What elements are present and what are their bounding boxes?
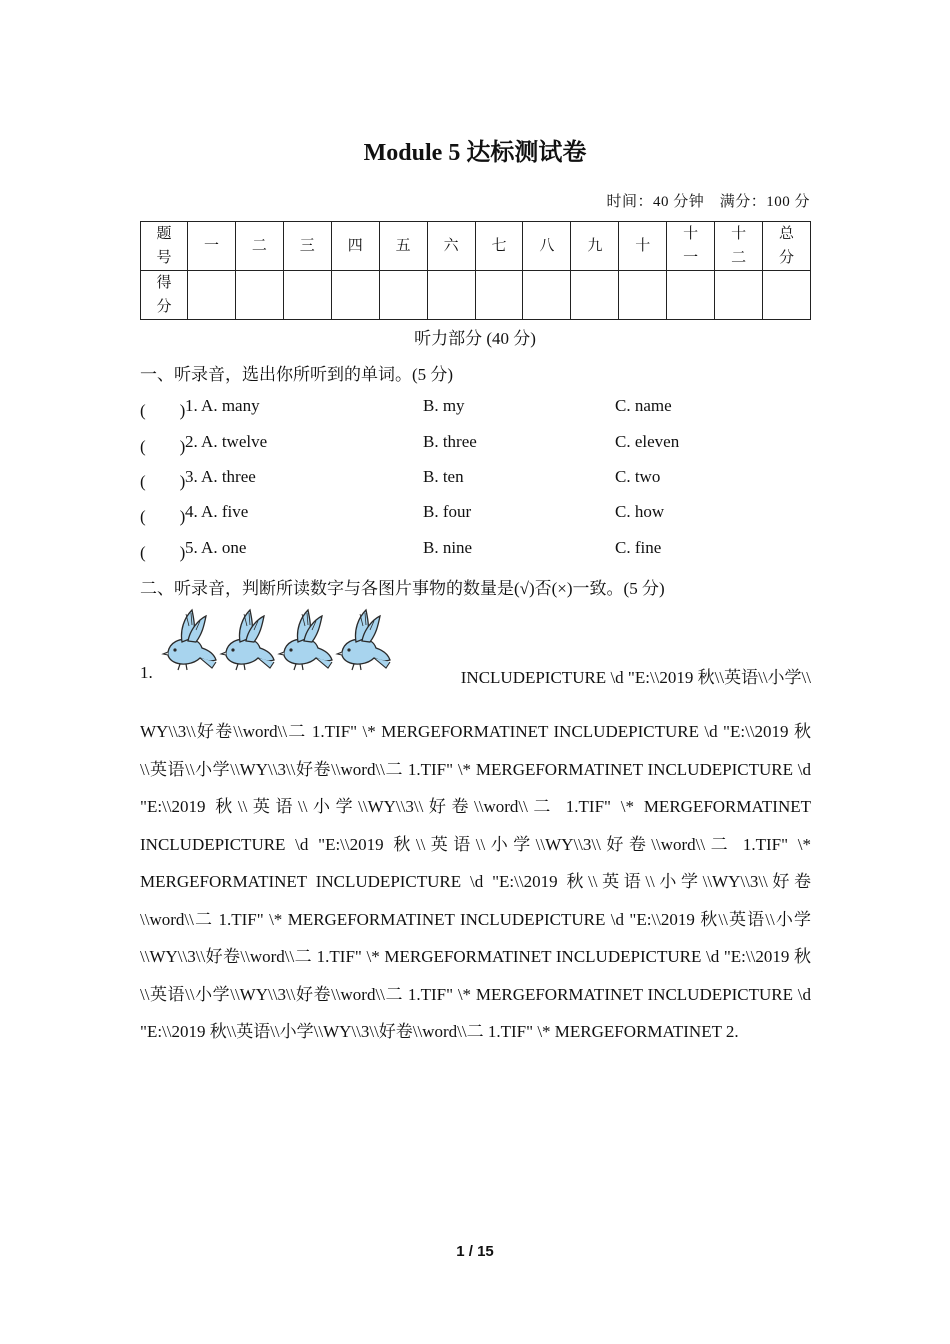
page-title: Module 5 达标测试卷 (363, 140, 587, 166)
score-table-header-row (141, 222, 811, 271)
option-b: B. three (423, 432, 477, 451)
time-info: 时间：40 分钟 满分：100 分 (606, 194, 810, 210)
score-blank-cell[interactable] (283, 271, 331, 320)
score-header-cell: 总 分 (763, 222, 811, 271)
score-blank-cell[interactable] (188, 271, 236, 320)
score-table (140, 221, 811, 320)
score-header-cell: 二 (235, 222, 283, 271)
include-picture-field-start: INCLUDEPICTURE \d "E:\\2019 秋\\英语\\小学\\ (460, 668, 811, 687)
score-header-cell: 六 (427, 222, 475, 271)
option-a: 2. A. twelve (185, 432, 268, 451)
score-header-cell: 题 号 (141, 222, 188, 271)
option-b: B. ten (423, 467, 464, 486)
option-a: 1. A. many (185, 396, 260, 415)
score-header-cell: 八 (523, 222, 571, 271)
score-blank-cell[interactable] (523, 271, 571, 320)
score-header-cell: 十 一 (667, 222, 715, 271)
score-blank-cell[interactable] (715, 271, 763, 320)
score-blank-cell[interactable] (475, 271, 523, 320)
score-header-cell: 十 (619, 222, 667, 271)
option-a: 3. A. three (185, 467, 256, 486)
listening-header: 听力部分 (40 分) (414, 329, 536, 348)
score-blank-cell[interactable] (763, 271, 811, 320)
bird-icon (221, 610, 274, 670)
section2-heading: 二、听录音，判断所读数字与各图片事物的数量是(√)否(×)一致。(5 分) (140, 579, 665, 598)
score-header-cell: 十 二 (715, 222, 763, 271)
option-c: C. two (615, 467, 661, 486)
option-c: C. how (615, 502, 665, 521)
section1-heading: 一、听录音，选出你所听到的单词。(5 分) (140, 365, 454, 384)
score-header-cell: 九 (571, 222, 619, 271)
score-header-cell: 三 (283, 222, 331, 271)
option-b: B. my (423, 396, 465, 415)
score-blank-cell[interactable] (619, 271, 667, 320)
answer-paren[interactable]: ( ) (140, 507, 186, 526)
option-a: 5. A. one (185, 538, 247, 557)
score-header-cell: 一 (188, 222, 236, 271)
score-table-score-row (141, 271, 811, 320)
score-blank-cell[interactable] (235, 271, 283, 320)
birds-picture (160, 608, 400, 680)
include-picture-field-text: WY\\3\\好卷\\word\\二 1.TIF" \* MERGEFORMATINET INCLUDEPICTURE \d "E:\\2019 秋\\英语\\小学\\WY\\3\\好卷\\word\\二 1.TIF" \* MERGEFORMATINET INCLUDEPICTURE \d "E:\\2019 秋\\英语\\小学\\WY\\3\\好卷\\word\\二 1.TIF" \* MERGEFORMATINET INCLUDEPICTURE \d "E:\\2019 秋\\英语\\小学\\WY\\3\\好卷\\word\\二 1.TIF" \* MERGEFORMATINET INCLUDEPICTURE \d "E:\\2019 秋\\英语\\小学\\WY\\3\\好卷\\word\\二 1.TIF" \* MERGEFORMATINET INCLUDEPICTURE \d "E:\\2019 秋\\英语\\小学\\WY\\3\\好卷\\word\\二 1.TIF" \* MERGEFORMATINET INCLUDEPICTURE \d "E:\\2019 秋\\英语\\小学\\WY\\3\\好卷\\word\\二 1.TIF" \* MERGEFORMATINET INCLUDEPICTURE \d "E:\\2019 秋\\英语\\小学\\WY\\3\\好卷\\word\\二 1.TIF" \* MERGEFORMATINET 2. (140, 722, 811, 1041)
item1-number: 1. (140, 663, 153, 682)
answer-paren[interactable]: ( ) (140, 472, 186, 491)
answer-paren[interactable]: ( ) (140, 401, 186, 420)
bird-icon (163, 610, 216, 670)
option-c: C. fine (615, 538, 662, 557)
answer-paren[interactable]: ( ) (140, 543, 186, 562)
option-a: 4. A. five (185, 502, 249, 521)
score-row-label: 得 分 (141, 271, 188, 320)
score-blank-cell[interactable] (331, 271, 379, 320)
score-header-cell: 五 (379, 222, 427, 271)
option-c: C. name (615, 396, 672, 415)
bird-icon (279, 610, 332, 670)
answer-paren[interactable]: ( ) (140, 437, 186, 456)
page-number: 1 / 15 (456, 1243, 494, 1260)
option-c: C. eleven (615, 432, 680, 451)
score-blank-cell[interactable] (667, 271, 715, 320)
score-blank-cell[interactable] (571, 271, 619, 320)
option-b: B. nine (423, 538, 473, 557)
option-b: B. four (423, 502, 472, 521)
score-header-cell: 七 (475, 222, 523, 271)
score-blank-cell[interactable] (427, 271, 475, 320)
score-blank-cell[interactable] (379, 271, 427, 320)
bird-icon (337, 610, 390, 670)
score-header-cell: 四 (331, 222, 379, 271)
